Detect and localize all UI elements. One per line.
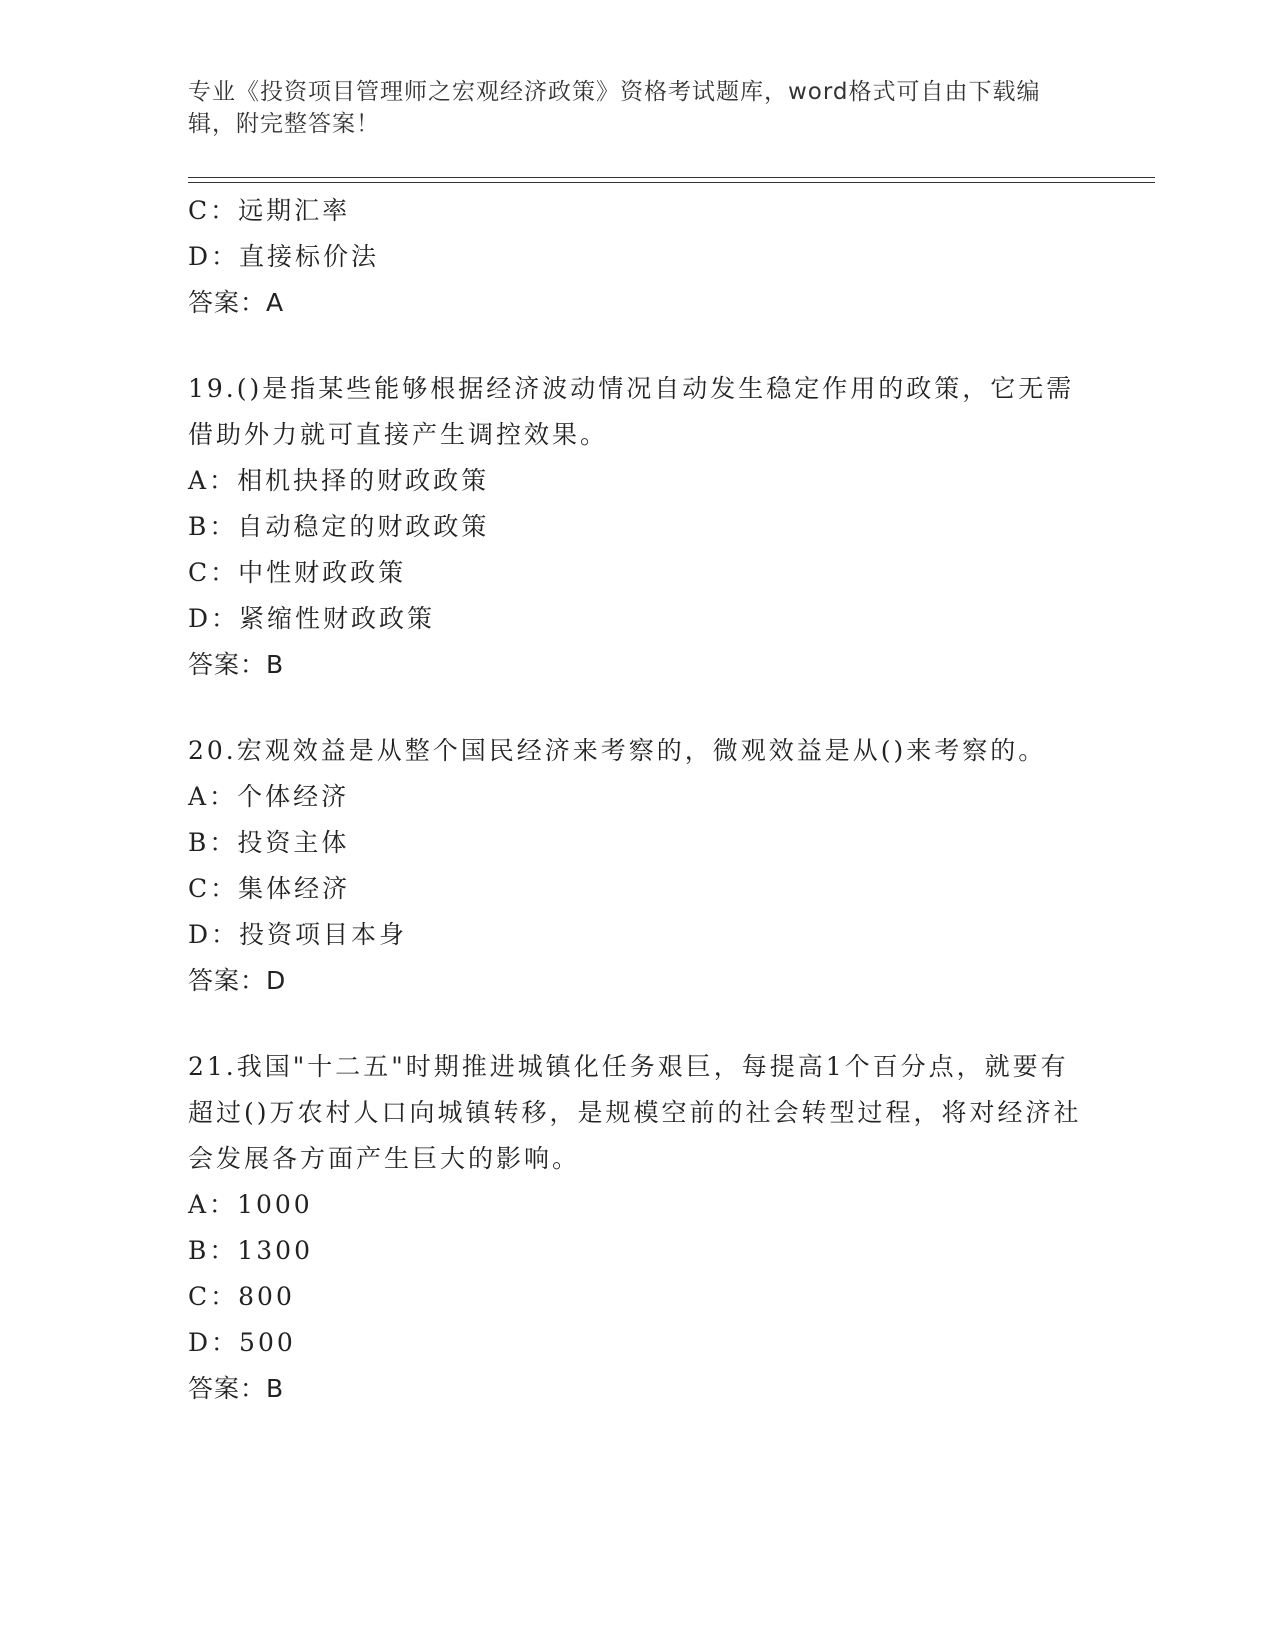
- option-label: C：: [188, 196, 239, 225]
- answer-line: 答案：B: [188, 1374, 285, 1403]
- question-18-tail: [188, 188, 1088, 326]
- question-stem: 21.我国"十二五"时期推进城镇化任务艰巨，每提高1个百分点，就要有超过()万农村人口向城镇转移，是规模空前的社会转型过程，将对经济社会发展各方面产生巨大的影响。: [188, 1052, 1082, 1173]
- option-text: 投资主体: [237, 828, 350, 857]
- option-b: [188, 820, 1088, 866]
- question-stem: 20.宏观效益是从整个国民经济来考察的，微观效益是从()来考察的。: [188, 736, 1047, 765]
- question-stem: 19.()是指某些能够根据经济波动情况自动发生稳定作用的政策，它无需借助外力就可直接产生调控效果。: [188, 374, 1075, 449]
- option-label: A：: [188, 782, 238, 811]
- option-text: 1000: [237, 1190, 313, 1219]
- option-text: 个体经济: [237, 782, 350, 811]
- option-text: 投资项目本身: [239, 920, 408, 949]
- document-header: 专业《投资项目管理师之宏观经济政策》资格考试题库，word格式可自由下载编辑，附完整答案！: [188, 79, 1041, 137]
- option-label: B：: [188, 1236, 238, 1265]
- option-text: 集体经济: [238, 874, 351, 903]
- answer-line: 答案：B: [188, 650, 285, 679]
- document-body: [188, 188, 1088, 1412]
- option-label: D：: [188, 1328, 240, 1357]
- answer-line: 答案：A: [188, 288, 285, 317]
- option-text: 紧缩性财政政策: [239, 604, 436, 633]
- question-19: [188, 366, 1088, 688]
- option-label: D：: [188, 242, 240, 271]
- header-divider-bottom: [188, 182, 1155, 183]
- option-text: 500: [239, 1328, 296, 1357]
- option-b: [188, 1228, 1088, 1274]
- option-text: 远期汇率: [238, 196, 351, 225]
- option-c: [188, 1274, 1088, 1320]
- option-c: [188, 188, 1088, 234]
- option-c: [188, 550, 1088, 596]
- option-label: B：: [188, 828, 238, 857]
- answer-line: 答案：D: [188, 966, 287, 995]
- option-d: [188, 912, 1088, 958]
- option-text: 1300: [237, 1236, 313, 1265]
- option-label: D：: [188, 920, 240, 949]
- option-d: [188, 1320, 1088, 1366]
- option-label: D：: [188, 604, 240, 633]
- option-b: [188, 504, 1088, 550]
- option-c: [188, 866, 1088, 912]
- option-a: [188, 774, 1088, 820]
- option-label: B：: [188, 512, 238, 541]
- option-a: [188, 458, 1088, 504]
- option-text: 中性财政政策: [238, 558, 407, 587]
- option-label: A：: [188, 1190, 238, 1219]
- option-text: 800: [238, 1282, 295, 1311]
- question-20: [188, 728, 1088, 1004]
- header-divider-top: [188, 177, 1155, 178]
- option-text: 相机抉择的财政政策: [237, 466, 490, 495]
- question-21: [188, 1044, 1088, 1412]
- option-a: [188, 1182, 1088, 1228]
- option-label: C：: [188, 558, 239, 587]
- option-label: C：: [188, 874, 239, 903]
- option-d: [188, 596, 1088, 642]
- option-label: A：: [188, 466, 238, 495]
- option-label: C：: [188, 1282, 239, 1311]
- option-text: 自动稳定的财政政策: [237, 512, 490, 541]
- option-d: [188, 234, 1088, 280]
- option-text: 直接标价法: [239, 242, 380, 271]
